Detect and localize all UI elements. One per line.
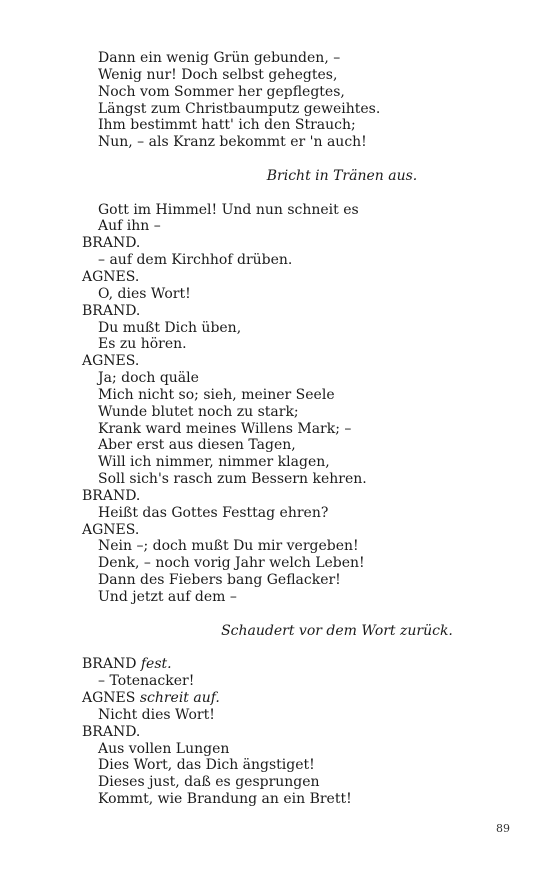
stage-direction: Bricht in Tränen aus. xyxy=(266,167,418,184)
verse-line: Nun, – als Kranz bekommt er 'n auch! xyxy=(98,134,367,151)
speaker-name: AGNES. xyxy=(82,268,140,285)
verse-line: Krank ward meines Willens Mark; – xyxy=(98,420,352,437)
verse-line: Ja; doch quäle xyxy=(98,370,199,387)
speaker-direction: schreit auf. xyxy=(139,690,220,707)
verse-line: Aus vollen Lungen xyxy=(98,740,230,757)
verse-line: Du mußt Dich üben, xyxy=(98,319,242,336)
verse-line: Heißt das Gottes Festtag ehren? xyxy=(98,504,329,521)
verse-line: Längst zum Christbaumputz geweihtes. xyxy=(98,100,381,117)
verse-line: Wenig nur! Doch selbst gehegtes, xyxy=(98,66,338,83)
verse-line: Will ich nimmer, nimmer klagen, xyxy=(98,454,330,471)
verse-line: Und jetzt auf dem – xyxy=(98,589,237,605)
speaker-name: BRAND. xyxy=(82,235,141,252)
speaker-name: AGNES xyxy=(82,690,136,707)
blank-line xyxy=(82,151,482,168)
verse-line: – auf dem Kirchhof drüben. xyxy=(98,252,293,269)
speaker-direction: fest. xyxy=(140,656,172,673)
verse-line: Nein –; doch mußt Du mir vergeben! xyxy=(98,538,359,555)
blank-line xyxy=(82,606,482,623)
speaker-name: BRAND. xyxy=(82,302,141,319)
speaker-name: AGNES. xyxy=(82,353,140,370)
verse-line: Mich nicht so; sieh, meiner Seele xyxy=(98,386,335,403)
verse-line: Kommt, wie Brandung an ein Brett! xyxy=(98,791,352,808)
verse-line: – Totenacker! xyxy=(98,673,195,690)
verse-line: Auf ihn – xyxy=(98,218,161,235)
page-number: 89 xyxy=(496,822,510,835)
speaker-heading xyxy=(82,522,482,539)
verse-line: O, dies Wort! xyxy=(98,285,191,302)
verse-line: Denk, – noch vorig Jahr welch Leben! xyxy=(98,555,365,572)
verse-line: Dann des Fiebers bang Geflacker! xyxy=(98,572,341,589)
speaker-heading xyxy=(82,269,482,286)
verse-line: Aber erst aus diesen Tagen, xyxy=(98,437,296,454)
blank-line xyxy=(82,640,482,657)
speaker-heading xyxy=(82,488,482,505)
verse-line: Soll sich's rasch zum Bessern kehren. xyxy=(98,471,367,488)
speaker-heading xyxy=(82,353,482,370)
speaker-name: AGNES. xyxy=(82,521,140,538)
verse-line: Gott im Himmel! Und nun schneit es xyxy=(98,201,359,218)
speaker-name: BRAND xyxy=(82,656,137,673)
verse-line: Dann ein wenig Grün gebunden, – xyxy=(98,50,341,66)
speaker-heading xyxy=(82,303,482,320)
verse-line: Nicht dies Wort! xyxy=(98,706,215,723)
verse-line: Dies Wort, das Dich ängstiget! xyxy=(98,757,315,774)
speaker-name: BRAND. xyxy=(82,723,141,740)
blank-line xyxy=(82,185,482,202)
stage-direction: Schaudert vor dem Wort zurück. xyxy=(221,622,453,639)
speaker-heading xyxy=(82,235,482,252)
verse-line: Noch vom Sommer her gepflegtes, xyxy=(98,83,345,100)
speaker-name: BRAND. xyxy=(82,487,141,504)
speaker-heading xyxy=(82,724,482,741)
verse-line: Ihm bestimmt hatt' ich den Strauch; xyxy=(98,117,356,134)
verse-line: Wunde blutet noch zu stark; xyxy=(98,403,299,420)
verse-line: Dieses just, daß es gesprungen xyxy=(98,774,320,791)
play-text xyxy=(82,50,482,808)
speaker-heading xyxy=(82,690,482,707)
verse-line: Es zu hören. xyxy=(98,336,187,353)
speaker-heading xyxy=(82,656,482,673)
